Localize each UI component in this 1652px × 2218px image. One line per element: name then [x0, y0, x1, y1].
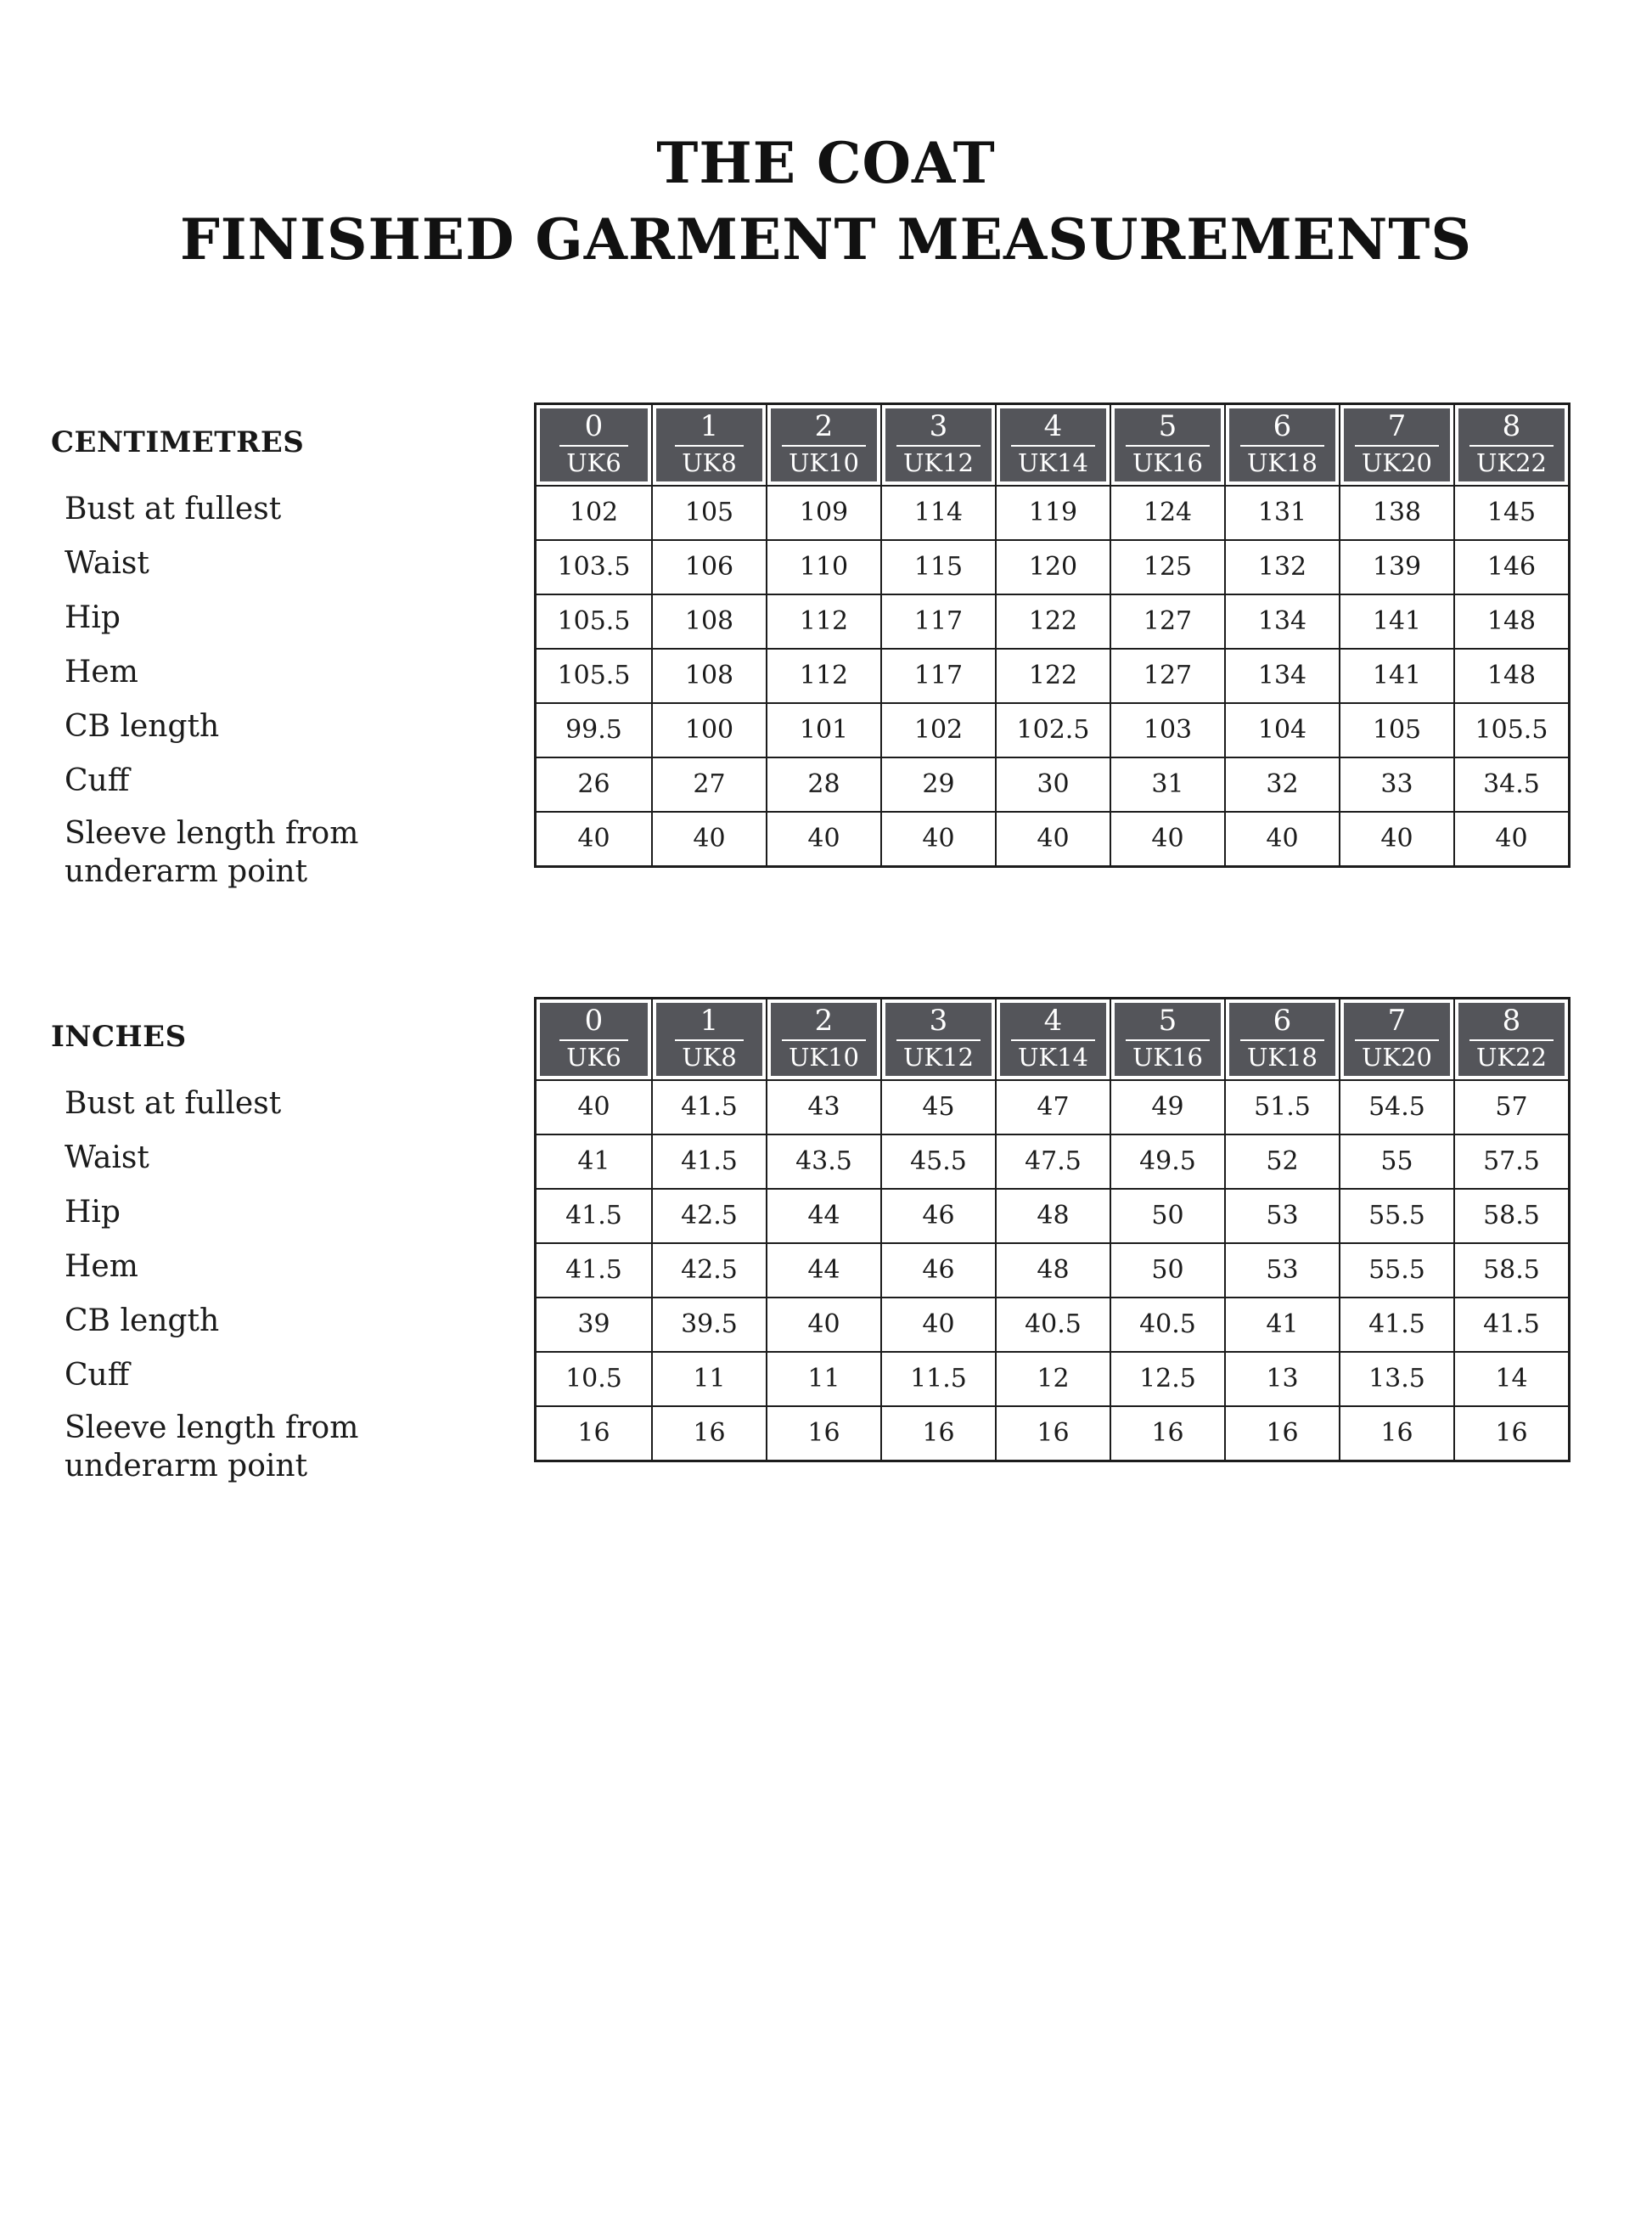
size-fraction: [559, 409, 628, 478]
size-fraction: [896, 409, 981, 478]
measurement-cell: 33: [1339, 757, 1453, 811]
measurement-cell: 55.5: [1339, 1188, 1453, 1242]
measurement-cell: 141: [1339, 648, 1453, 702]
measurement-cell: 12.5: [1110, 1351, 1224, 1405]
size-header-uk22: [1453, 999, 1568, 1079]
measurement-cell: 55: [1339, 1134, 1453, 1188]
size-fraction: [675, 1006, 744, 1072]
measurement-cell: 45.5: [880, 1134, 995, 1188]
measurement-cell: 40: [995, 811, 1110, 865]
row-label: Waist: [65, 546, 149, 581]
row-label: Bust at fullest: [65, 492, 282, 526]
measurement-cell: 58.5: [1453, 1242, 1568, 1297]
row-label: Bust at fullest: [65, 1086, 282, 1121]
size-header-block: [771, 408, 877, 481]
measurement-cell: 16: [537, 1405, 651, 1460]
measurement-cell: 40: [766, 1297, 880, 1351]
size-header-block: [1458, 408, 1565, 481]
measurement-cell: 102: [880, 702, 995, 757]
measurement-cell: 99.5: [537, 702, 651, 757]
measurement-cell: 40: [1453, 811, 1568, 865]
measurement-cell: 41.5: [651, 1079, 766, 1134]
size-fraction: [1126, 1006, 1210, 1072]
label-column-inches: [51, 997, 534, 1483]
measurement-cell: 11: [766, 1351, 880, 1405]
measurement-cell: 141: [1339, 594, 1453, 648]
size-header-block: [1115, 1003, 1221, 1076]
measurement-cell: 39.5: [651, 1297, 766, 1351]
measurement-cell: 134: [1224, 648, 1339, 702]
measurement-cell: 46: [880, 1242, 995, 1297]
measurement-cell: 41: [1224, 1297, 1339, 1351]
measurement-cell: 127: [1110, 594, 1224, 648]
size-fraction: [1355, 1006, 1439, 1072]
size-header-block: [1458, 1003, 1565, 1076]
size-fraction: [1240, 409, 1324, 478]
size-number: 0: [584, 409, 604, 444]
measurement-cell: 40: [766, 811, 880, 865]
measurement-cell: 16: [766, 1405, 880, 1460]
size-header-block: [656, 1003, 762, 1076]
uk-size-label: UK10: [782, 1039, 866, 1072]
row-label: Hip: [65, 1195, 121, 1230]
size-number: 1: [700, 1004, 719, 1039]
unit-label-inches: INCHES: [51, 1019, 187, 1054]
measurement-cell: 40: [1110, 811, 1224, 865]
measurement-cell: 42.5: [651, 1242, 766, 1297]
size-fraction: [1011, 409, 1095, 478]
measurement-cell: 50: [1110, 1242, 1224, 1297]
size-table-inches: [534, 997, 1571, 1462]
title-line-1: THE COAT: [656, 130, 996, 196]
measurement-cell: 102.5: [995, 702, 1110, 757]
size-number: 8: [1502, 409, 1521, 444]
measurement-cell: 16: [1224, 1405, 1339, 1460]
measurement-cell: 28: [766, 757, 880, 811]
measurement-cell: 112: [766, 594, 880, 648]
measurement-cell: 30: [995, 757, 1110, 811]
size-fraction: [1355, 409, 1439, 478]
row-label: Sleeve length from underarm point: [65, 1410, 359, 1483]
measurement-cell: 11.5: [880, 1351, 995, 1405]
row-label: Waist: [65, 1140, 149, 1175]
row-label: Hem: [65, 1249, 138, 1284]
size-header-uk14: [995, 999, 1110, 1079]
unit-cell: [51, 997, 534, 1077]
measurement-cell: 11: [651, 1351, 766, 1405]
size-header-block: [1229, 1003, 1335, 1076]
size-number: 5: [1158, 409, 1177, 444]
measurement-cell: 131: [1224, 485, 1339, 539]
measurement-cell: 16: [1110, 1405, 1224, 1460]
uk-size-label: UK20: [1355, 445, 1439, 477]
measurement-cell: 13: [1224, 1351, 1339, 1405]
measurement-cell: 12: [995, 1351, 1110, 1405]
measurement-cell: 27: [651, 757, 766, 811]
measurement-cell: 40: [1339, 811, 1453, 865]
row-label: Hip: [65, 600, 121, 635]
measurement-cell: 48: [995, 1188, 1110, 1242]
row-label: Cuff: [65, 763, 130, 798]
uk-size-label: UK16: [1126, 445, 1210, 477]
size-number: 3: [929, 1004, 948, 1039]
uk-size-label: UK22: [1469, 1039, 1554, 1072]
measurement-cell: 105: [1339, 702, 1453, 757]
measurement-cell: 40: [537, 811, 651, 865]
measurement-cell: 108: [651, 594, 766, 648]
size-header-block: [1344, 408, 1450, 481]
measurement-cell: 49.5: [1110, 1134, 1224, 1188]
measurement-cell: 16: [651, 1405, 766, 1460]
uk-size-label: UK12: [896, 445, 981, 477]
uk-size-label: UK16: [1126, 1039, 1210, 1072]
size-header-uk16: [1110, 405, 1224, 485]
measurement-cell: 53: [1224, 1242, 1339, 1297]
measurement-cell: 124: [1110, 485, 1224, 539]
size-fraction: [1240, 1006, 1324, 1072]
measurement-cell: 52: [1224, 1134, 1339, 1188]
measurement-cell: 105.5: [1453, 702, 1568, 757]
size-header-uk20: [1339, 999, 1453, 1079]
measurement-cell: 146: [1453, 539, 1568, 594]
measurement-cell: 40: [1224, 811, 1339, 865]
size-header-uk12: [880, 405, 995, 485]
measurement-cell: 32: [1224, 757, 1339, 811]
row-label: Cuff: [65, 1358, 130, 1393]
size-number: 1: [700, 409, 719, 444]
measurement-cell: 47.5: [995, 1134, 1110, 1188]
row-label: CB length: [65, 1303, 220, 1338]
uk-size-label: UK6: [559, 445, 628, 477]
measurement-cell: 105.5: [537, 648, 651, 702]
measurement-cell: 40: [880, 811, 995, 865]
size-header-block: [1344, 1003, 1450, 1076]
size-header-uk18: [1224, 999, 1339, 1079]
size-number: 8: [1502, 1004, 1521, 1039]
size-fraction: [1011, 1006, 1095, 1072]
measurement-cell: 45: [880, 1079, 995, 1134]
measurement-cell: 16: [995, 1405, 1110, 1460]
title-line-2: FINISHED GARMENT MEASUREMENTS: [179, 205, 1473, 273]
measurement-sections: [0, 403, 1652, 1483]
size-header-uk22: [1453, 405, 1568, 485]
measurement-cell: 57.5: [1453, 1134, 1568, 1188]
size-header-block: [1000, 1003, 1106, 1076]
measurement-cell: 104: [1224, 702, 1339, 757]
measurement-cell: 120: [995, 539, 1110, 594]
measurement-cell: 106: [651, 539, 766, 594]
uk-size-label: UK18: [1240, 1039, 1324, 1072]
size-header-uk8: [651, 405, 766, 485]
measurement-cell: 148: [1453, 594, 1568, 648]
measurement-cell: 105.5: [537, 594, 651, 648]
measurement-cell: 49: [1110, 1079, 1224, 1134]
measurement-cell: 44: [766, 1242, 880, 1297]
section-inches: [51, 997, 1652, 1483]
measurement-cell: 39: [537, 1297, 651, 1351]
uk-size-label: UK6: [559, 1039, 628, 1072]
size-header-block: [1000, 408, 1106, 481]
size-table-centimetres: [534, 403, 1571, 868]
unit-label-centimetres: CENTIMETRES: [51, 425, 305, 459]
measurement-cell: 109: [766, 485, 880, 539]
size-number: 2: [814, 409, 834, 444]
measurement-cell: 122: [995, 648, 1110, 702]
size-header-uk6: [537, 405, 651, 485]
size-header-block: [1115, 408, 1221, 481]
measurement-cell: 40: [651, 811, 766, 865]
measurement-cell: 29: [880, 757, 995, 811]
measurement-cell: 57: [1453, 1079, 1568, 1134]
measurement-cell: 16: [1453, 1405, 1568, 1460]
measurement-cell: 40.5: [1110, 1297, 1224, 1351]
size-header-block: [1229, 408, 1335, 481]
size-number: 4: [1043, 409, 1063, 444]
section-centimetres: [51, 403, 1652, 889]
measurement-cell: 43.5: [766, 1134, 880, 1188]
size-header-block: [885, 1003, 992, 1076]
measurement-cell: 132: [1224, 539, 1339, 594]
size-fraction: [782, 409, 866, 478]
size-number: 7: [1387, 409, 1407, 444]
size-header-uk8: [651, 999, 766, 1079]
measurement-cell: 41: [537, 1134, 651, 1188]
size-fraction: [1126, 409, 1210, 478]
size-fraction: [896, 1006, 981, 1072]
measurement-cell: 41.5: [1453, 1297, 1568, 1351]
measurement-cell: 14: [1453, 1351, 1568, 1405]
size-number: 5: [1158, 1004, 1177, 1039]
uk-size-label: UK14: [1011, 1039, 1095, 1072]
measurement-cell: 26: [537, 757, 651, 811]
size-fraction: [559, 1006, 628, 1072]
page-title: [0, 0, 1652, 279]
size-header-uk12: [880, 999, 995, 1079]
uk-size-label: UK20: [1355, 1039, 1439, 1072]
row-label: Hem: [65, 655, 138, 690]
measurement-cell: 122: [995, 594, 1110, 648]
row-label: CB length: [65, 709, 220, 744]
size-header-block: [540, 408, 648, 481]
size-fraction: [1469, 409, 1554, 478]
size-header-uk6: [537, 999, 651, 1079]
measurement-cell: 34.5: [1453, 757, 1568, 811]
measurement-cell: 108: [651, 648, 766, 702]
measurement-cell: 40: [880, 1297, 995, 1351]
measurement-cell: 44: [766, 1188, 880, 1242]
size-number: 0: [584, 1004, 604, 1039]
size-header-block: [771, 1003, 877, 1076]
measurement-cell: 58.5: [1453, 1188, 1568, 1242]
uk-size-label: UK12: [896, 1039, 981, 1072]
measurement-cell: 41.5: [1339, 1297, 1453, 1351]
size-header-block: [656, 408, 762, 481]
measurement-cell: 16: [1339, 1405, 1453, 1460]
measurement-cell: 139: [1339, 539, 1453, 594]
measurement-cell: 148: [1453, 648, 1568, 702]
measurement-cell: 100: [651, 702, 766, 757]
measurement-cell: 31: [1110, 757, 1224, 811]
size-header-uk10: [766, 999, 880, 1079]
size-number: 7: [1387, 1004, 1407, 1039]
measurement-cell: 145: [1453, 485, 1568, 539]
measurement-cell: 125: [1110, 539, 1224, 594]
size-header-uk10: [766, 405, 880, 485]
size-header-block: [540, 1003, 648, 1076]
uk-size-label: UK8: [675, 1039, 744, 1072]
measurement-cell: 103.5: [537, 539, 651, 594]
measurement-cell: 10.5: [537, 1351, 651, 1405]
size-header-uk16: [1110, 999, 1224, 1079]
measurement-cell: 110: [766, 539, 880, 594]
size-number: 3: [929, 409, 948, 444]
uk-size-label: UK18: [1240, 445, 1324, 477]
measurement-cell: 117: [880, 594, 995, 648]
size-header-block: [885, 408, 992, 481]
uk-size-label: UK8: [675, 445, 744, 477]
size-number: 6: [1273, 409, 1292, 444]
measurement-cell: 51.5: [1224, 1079, 1339, 1134]
label-column-centimetres: [51, 403, 534, 889]
measurement-cell: 41.5: [537, 1188, 651, 1242]
size-number: 2: [814, 1004, 834, 1039]
measurement-cell: 54.5: [1339, 1079, 1453, 1134]
measurement-cell: 134: [1224, 594, 1339, 648]
measurement-cell: 40: [537, 1079, 651, 1134]
size-fraction: [782, 1006, 866, 1072]
size-header-uk20: [1339, 405, 1453, 485]
measurement-cell: 115: [880, 539, 995, 594]
measurement-cell: 114: [880, 485, 995, 539]
measurement-cell: 43: [766, 1079, 880, 1134]
measurement-cell: 127: [1110, 648, 1224, 702]
measurement-cell: 103: [1110, 702, 1224, 757]
measurement-cell: 16: [880, 1405, 995, 1460]
measurement-cell: 117: [880, 648, 995, 702]
measurement-cell: 13.5: [1339, 1351, 1453, 1405]
measurement-cell: 47: [995, 1079, 1110, 1134]
uk-size-label: UK10: [782, 445, 866, 477]
uk-size-label: UK14: [1011, 445, 1095, 477]
measurement-cell: 53: [1224, 1188, 1339, 1242]
measurement-cell: 40.5: [995, 1297, 1110, 1351]
size-fraction: [1469, 1006, 1554, 1072]
measurement-cell: 138: [1339, 485, 1453, 539]
measurement-cell: 41.5: [651, 1134, 766, 1188]
measurement-cell: 112: [766, 648, 880, 702]
measurement-cell: 55.5: [1339, 1242, 1453, 1297]
measurement-cell: 105: [651, 485, 766, 539]
size-number: 6: [1273, 1004, 1292, 1039]
measurement-cell: 119: [995, 485, 1110, 539]
measurement-cell: 46: [880, 1188, 995, 1242]
size-header-uk14: [995, 405, 1110, 485]
size-number: 4: [1043, 1004, 1063, 1039]
measurement-cell: 102: [537, 485, 651, 539]
size-fraction: [675, 409, 744, 478]
measurement-cell: 48: [995, 1242, 1110, 1297]
size-header-uk18: [1224, 405, 1339, 485]
measurement-cell: 101: [766, 702, 880, 757]
row-label: Sleeve length from underarm point: [65, 815, 359, 889]
measurement-cell: 42.5: [651, 1188, 766, 1242]
uk-size-label: UK22: [1469, 445, 1554, 477]
measurement-cell: 50: [1110, 1188, 1224, 1242]
unit-cell: [51, 403, 534, 482]
measurement-cell: 41.5: [537, 1242, 651, 1297]
